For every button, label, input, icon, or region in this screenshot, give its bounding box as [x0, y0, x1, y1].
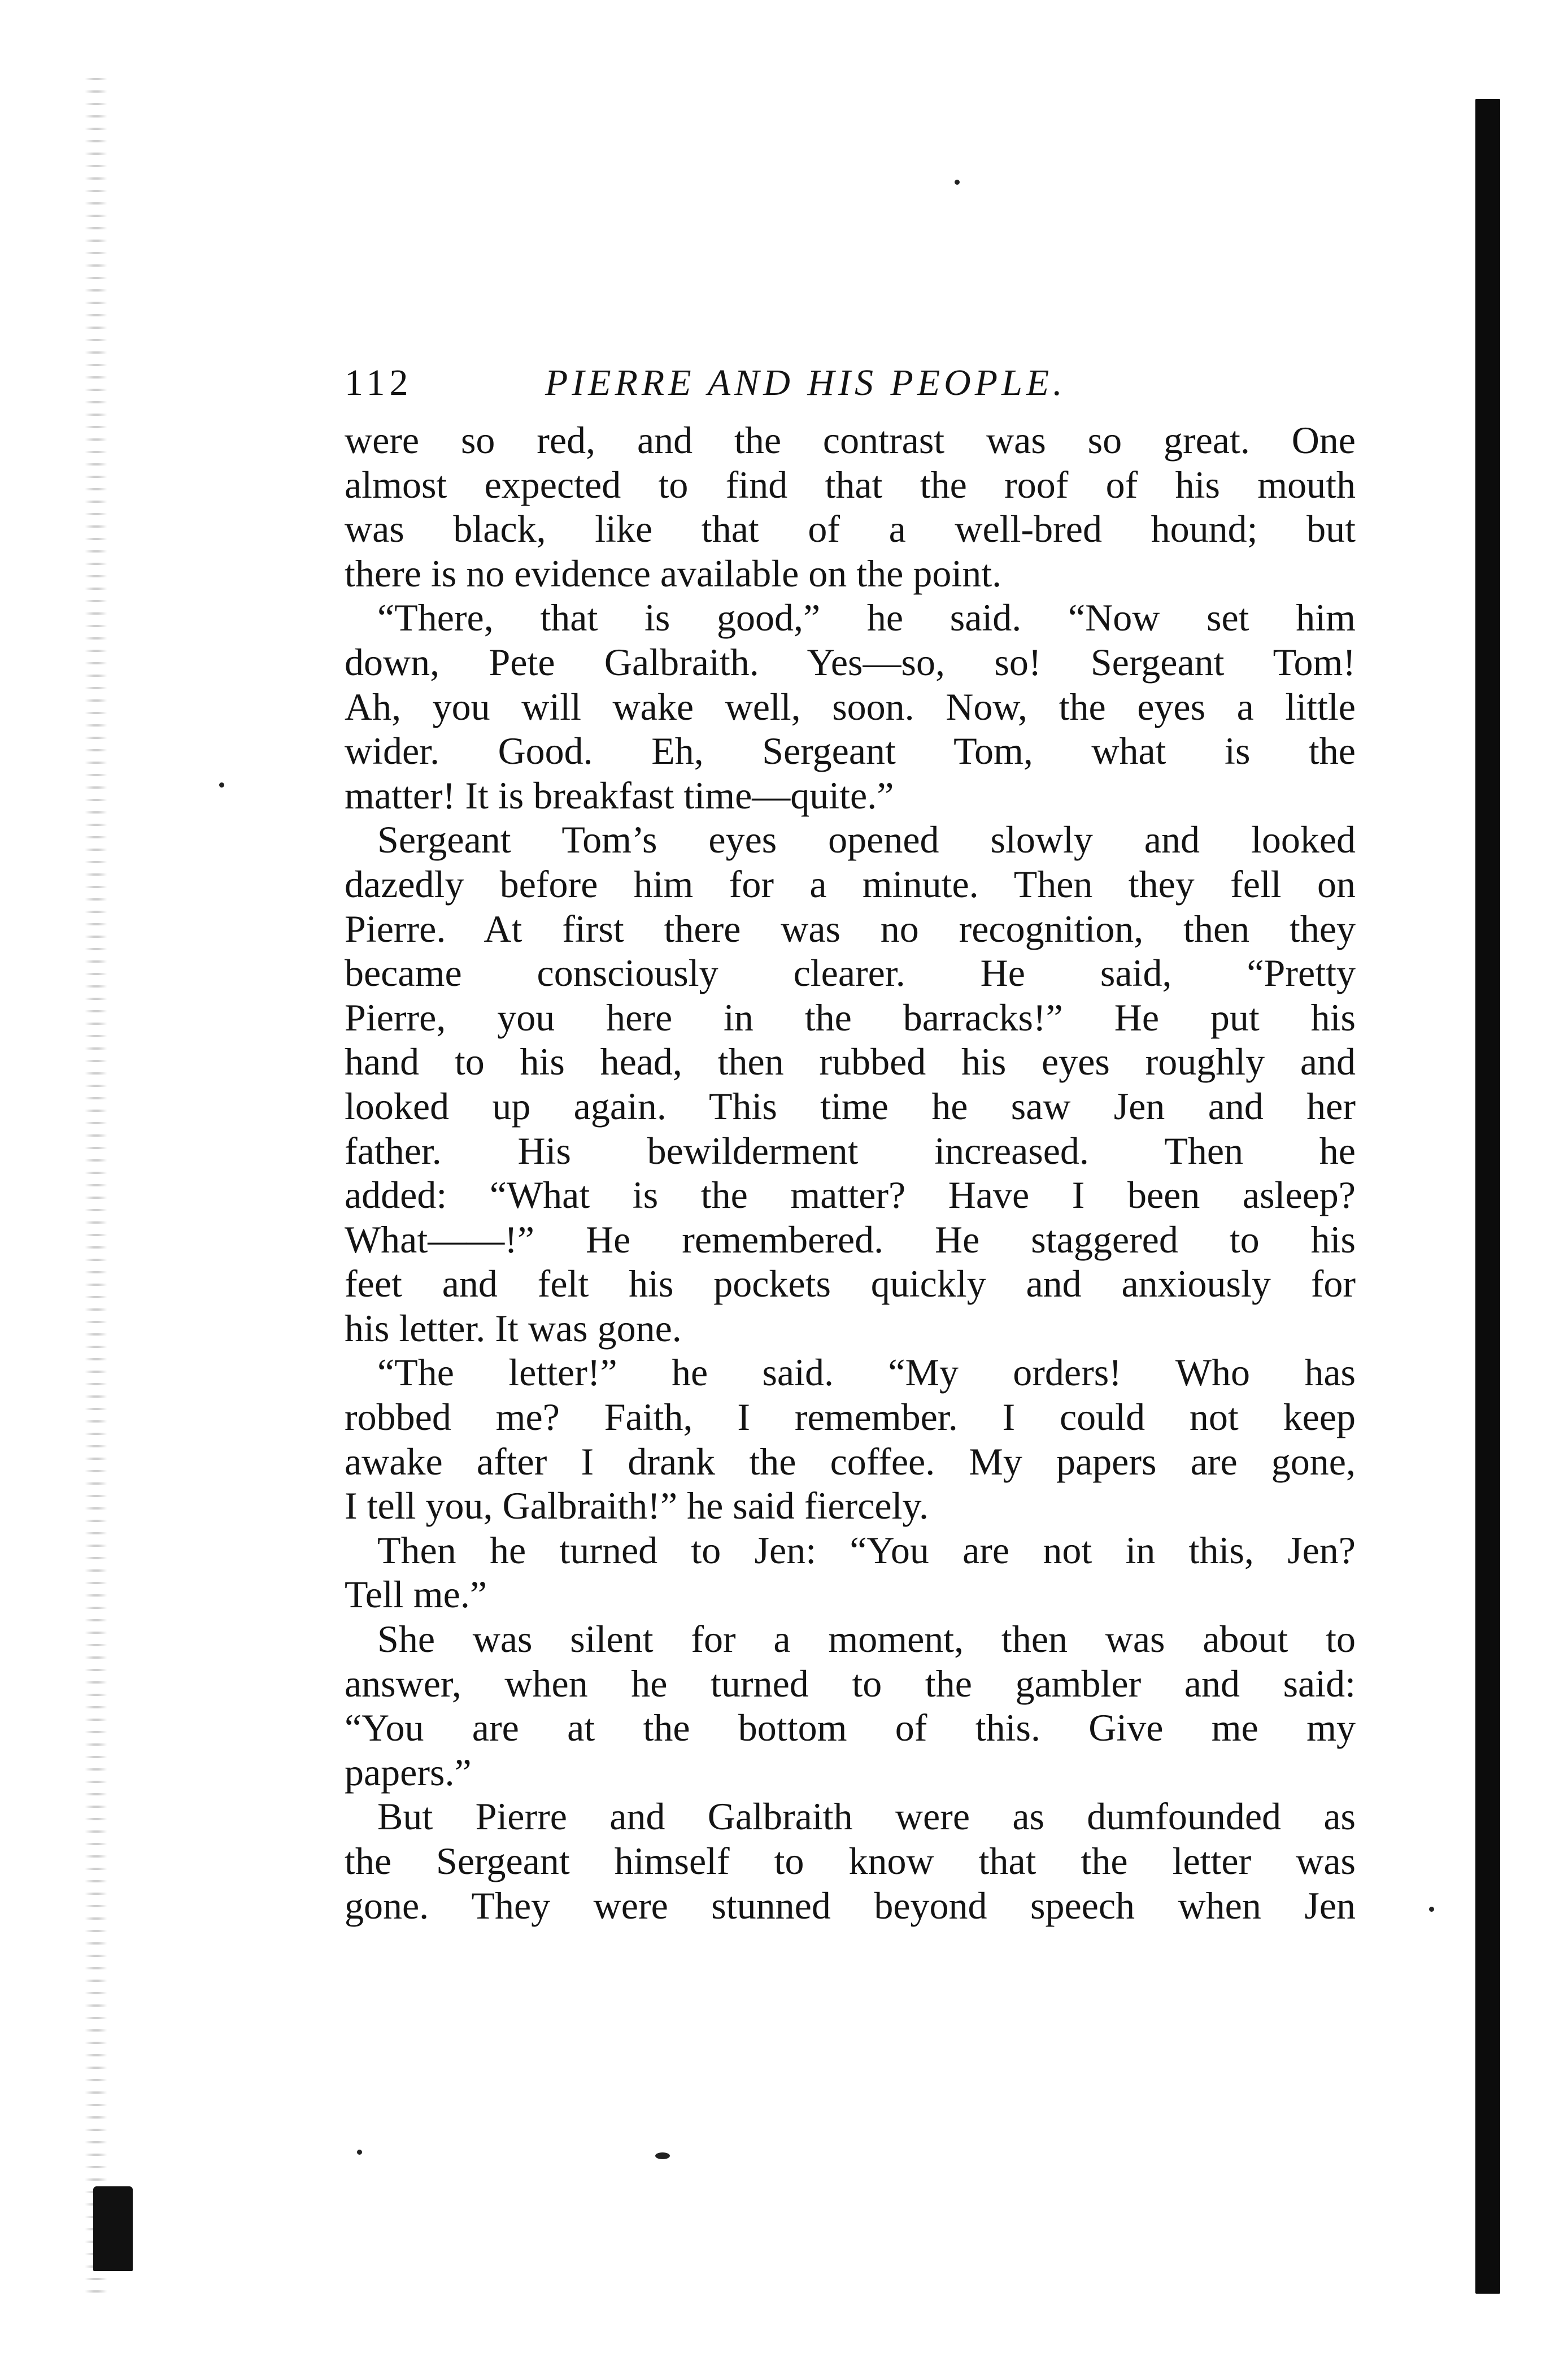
book-page: [345, 362, 1356, 1928]
text-line: wider. Good. Eh, Sergeant Tom, what is the: [345, 729, 1356, 773]
text-line: matter! It is breakfast time—quite.”: [345, 773, 894, 817]
text-line: feet and felt his pockets quickly and anxiously for: [345, 1262, 1356, 1306]
scan-dust-speck: [357, 2150, 362, 2155]
text-line: papers.”: [345, 1750, 472, 1794]
text-line: the Sergeant himself to know that the letter was: [345, 1839, 1356, 1882]
scan-ink-blot: [93, 2186, 133, 2271]
body-text: [345, 418, 1356, 1928]
text-line: answer, when he turned to the gambler and said:: [345, 1662, 1356, 1705]
text-line: his letter. It was gone.: [345, 1306, 682, 1350]
scan-dust-speck: [219, 782, 224, 788]
text-line: Tell me.”: [345, 1573, 487, 1616]
page-header: [345, 362, 1356, 412]
text-line: were so red, and the contrast was so great. One: [345, 419, 1356, 462]
text-line: “There, that is good,” he said. “Now set him: [377, 596, 1356, 640]
text-line: gone. They were stunned beyond speech when Jen: [345, 1884, 1356, 1927]
text-line: Pierre. At first there was no recognition, then they: [345, 907, 1356, 950]
text-line: She was silent for a moment, then was about to: [377, 1617, 1356, 1661]
text-line: added: “What is the matter? Have I been asleep?: [345, 1173, 1356, 1217]
scan-dust-speck: [1429, 1907, 1434, 1912]
text-line: became consciously clearer. He said, “Pretty: [345, 951, 1356, 995]
text-line: looked up again. This time he saw Jen and her: [345, 1084, 1356, 1128]
text-line: “You are at the bottom of this. Give me my: [345, 1706, 1356, 1750]
text-line: down, Pete Galbraith. Yes—so, so! Sergeant Tom!: [345, 640, 1356, 684]
text-line: there is no evidence available on the point.: [345, 551, 1002, 595]
text-line: dazedly before him for a minute. Then they fell on: [345, 862, 1356, 906]
text-line: was black, like that of a well-bred hound; but: [345, 507, 1356, 551]
text-line: I tell you, Galbraith!” he said fiercely.: [345, 1484, 929, 1528]
text-line: But Pierre and Galbraith were as dumfounded as: [377, 1795, 1356, 1838]
text-line: What——!” He remembered. He staggered to his: [345, 1217, 1356, 1261]
text-line: “The letter!” he said. “My orders! Who has: [377, 1351, 1356, 1394]
text-line: almost expected to find that the roof of his mouth: [345, 463, 1356, 506]
text-line: Sergeant Tom’s eyes opened slowly and looked: [377, 818, 1356, 862]
scan-left-edge-artifact: [85, 68, 107, 2299]
text-line: Then he turned to Jen: “You are not in this, Jen?: [377, 1528, 1356, 1572]
scan-dust-speck: [955, 180, 960, 185]
text-line: Pierre, you here in the barracks!” He put his: [345, 995, 1356, 1039]
running-title: PIERRE AND HIS PEOPLE.: [545, 362, 1066, 403]
text-line: hand to his head, then rubbed his eyes roughly and: [345, 1040, 1356, 1084]
text-line: father. His bewilderment increased. Then he: [345, 1129, 1356, 1172]
scan-right-edge-bar: [1475, 99, 1500, 2294]
text-line: awake after I drank the coffee. My papers are gone,: [345, 1439, 1356, 1483]
page-number: 112: [345, 362, 413, 403]
scan-dust-speck: [655, 2152, 670, 2159]
text-line: Ah, you will wake well, soon. Now, the eyes a little: [345, 685, 1356, 728]
text-line: robbed me? Faith, I remember. I could not keep: [345, 1395, 1356, 1439]
